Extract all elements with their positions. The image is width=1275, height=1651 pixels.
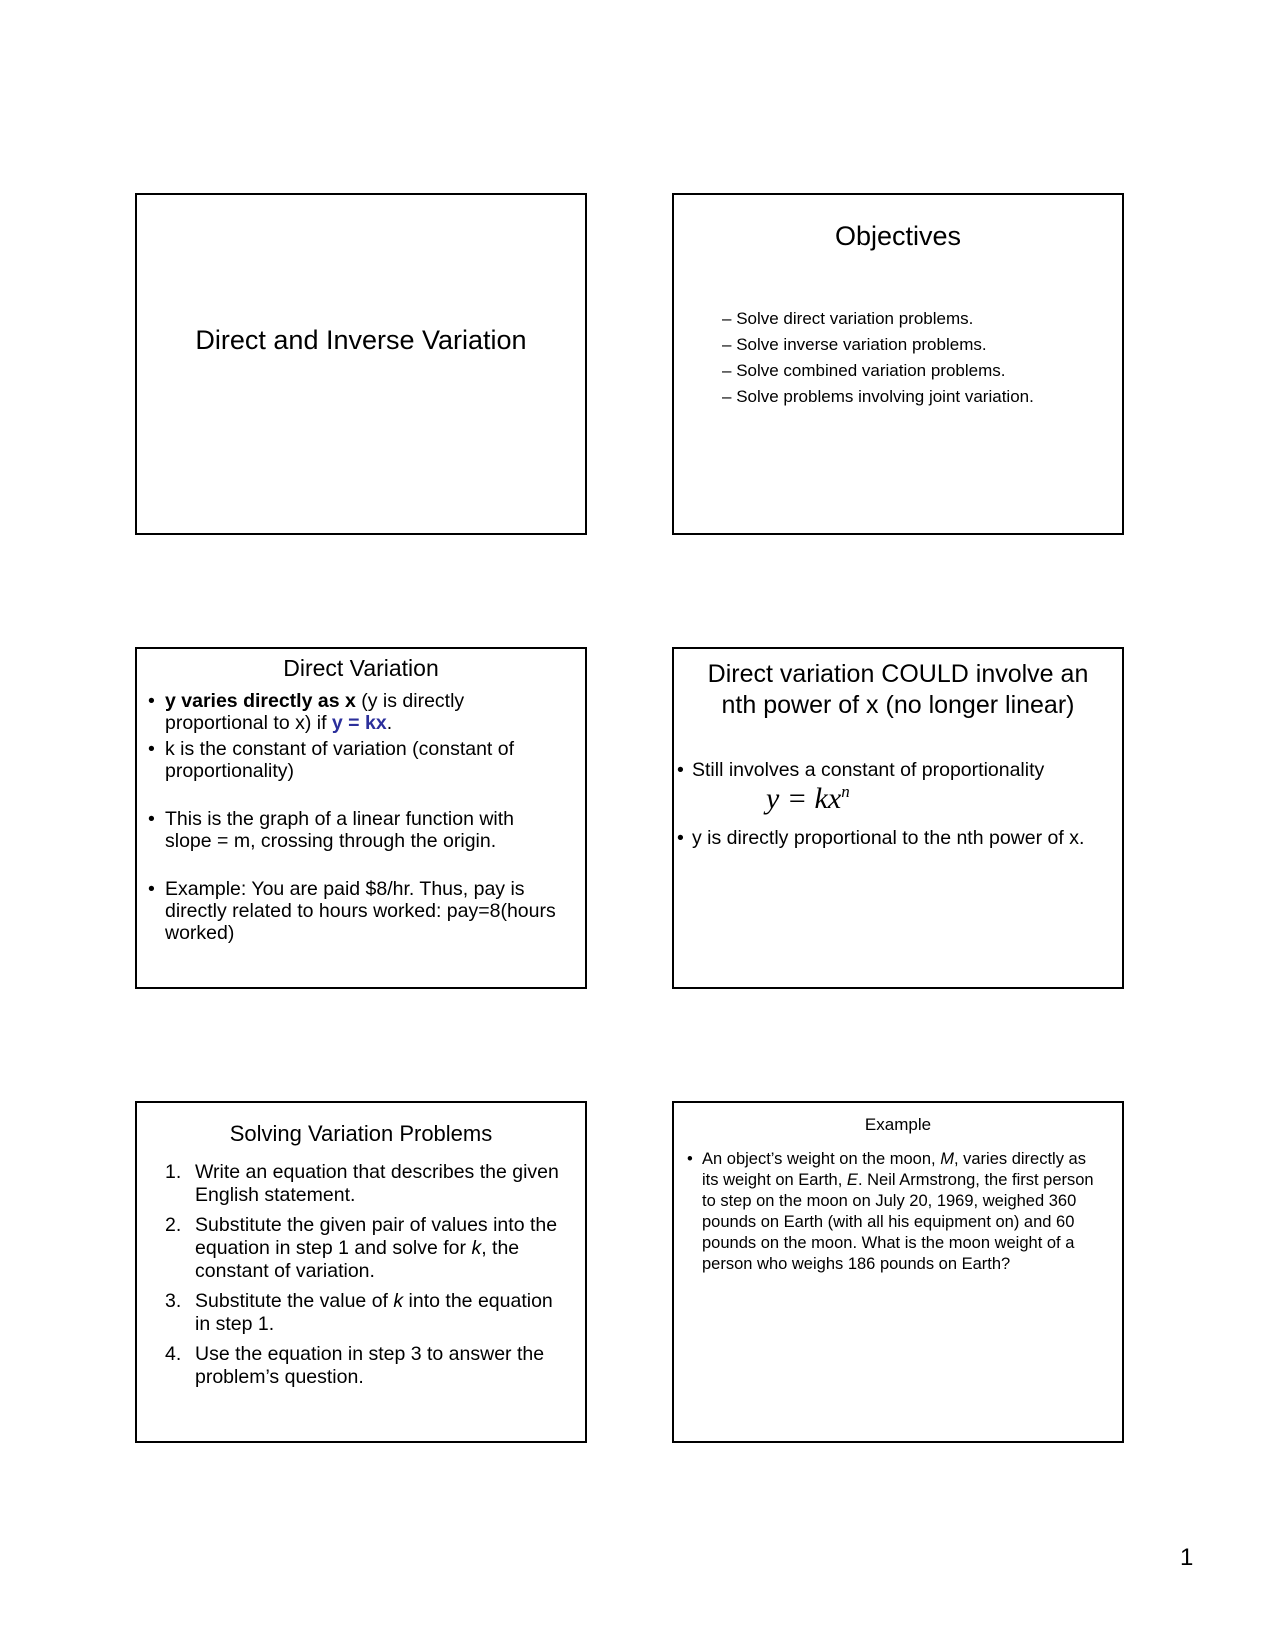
list-item bbox=[165, 1161, 565, 1207]
slide-4-title: Direct variation COULD involve an nth power of x (no longer linear) bbox=[707, 660, 1089, 719]
variable-k: k bbox=[471, 1237, 482, 1259]
list-item bbox=[702, 1149, 1100, 1275]
list-item: – Solve direct variation problems. bbox=[722, 306, 1122, 332]
step-text: Substitute the value of bbox=[195, 1290, 394, 1312]
step-text: into the equation in step 1. bbox=[195, 1290, 553, 1335]
formula-base: y = kx bbox=[766, 782, 842, 815]
step-text: Substitute the given pair of values into the equation in step 1 and solve for bbox=[195, 1214, 558, 1259]
step-number: 2. bbox=[165, 1214, 182, 1236]
nth-power-bullets-2 bbox=[692, 827, 1122, 849]
step-text: Use the equation in step 3 to answer the problem’s question. bbox=[195, 1343, 545, 1388]
text-span: (y is directly proportional to x) if bbox=[165, 690, 465, 734]
step-text: Write an equation that describes the given English statement. bbox=[195, 1161, 559, 1206]
list-item: – Solve problems involving joint variation. bbox=[722, 384, 1122, 410]
text-span: An object’s weight on the moon, bbox=[702, 1150, 941, 1168]
slide-6-title: Example bbox=[864, 1115, 932, 1134]
list-item: • k is the constant of variation (constant of proportionality) bbox=[165, 738, 565, 782]
bold-phrase: y varies directly as x bbox=[165, 690, 356, 712]
page-number: 1 bbox=[1180, 1544, 1194, 1571]
formula bbox=[766, 777, 1122, 827]
step-number: 4. bbox=[165, 1343, 182, 1365]
step-text: , the constant of variation. bbox=[195, 1237, 520, 1282]
example-bullets bbox=[702, 1149, 1122, 1275]
direct-variation-bullets bbox=[165, 690, 585, 944]
list-item: • y is directly proportional to the nth power of x. bbox=[692, 827, 1122, 849]
list-item: – Solve combined variation problems. bbox=[722, 358, 1122, 384]
slide-2-title: Objectives bbox=[834, 221, 962, 251]
list-item bbox=[165, 690, 565, 734]
variable-e: E bbox=[846, 1171, 858, 1189]
slide-objectives bbox=[672, 193, 1124, 535]
text-span: , varies directly as its weight on Earth, bbox=[702, 1150, 1086, 1189]
list-item bbox=[165, 1214, 565, 1283]
step-number: 1. bbox=[165, 1161, 182, 1183]
variable-m: M bbox=[940, 1150, 954, 1168]
slide-1-title: Direct and Inverse Variation bbox=[195, 325, 527, 355]
list-item: • Example: You are paid $8/hr. Thus, pay is directly related to hours worked: pay=8(hours worked) bbox=[165, 878, 565, 944]
slide-title bbox=[135, 193, 587, 535]
steps-list bbox=[165, 1161, 585, 1389]
slide-example bbox=[672, 1101, 1124, 1443]
text-span: . Neil Armstrong, the first person to step on the moon on July 20, 1969, weighed 360 pounds on Earth (with all his equipment on) and 60 pounds on the moon. What is the moon weight of a person who weighs 186 pounds on Earth? bbox=[702, 1171, 1094, 1273]
slide-nth-power bbox=[672, 647, 1124, 989]
variable-k: k bbox=[393, 1290, 404, 1312]
list-item: • This is the graph of a linear function with slope = m, crossing through the origin. bbox=[165, 808, 565, 852]
formula-exponent: n bbox=[841, 782, 850, 801]
step-number: 3. bbox=[165, 1290, 182, 1312]
text-span: . bbox=[386, 712, 393, 734]
list-item: • Still involves a constant of proportionality bbox=[692, 759, 1122, 781]
list-item bbox=[165, 1343, 565, 1389]
slide-5-title: Solving Variation Problems bbox=[229, 1121, 493, 1146]
equation-highlight: y = kx bbox=[331, 712, 387, 734]
slide-direct-variation bbox=[135, 647, 587, 989]
nth-power-bullets bbox=[692, 759, 1122, 781]
slide-3-title: Direct Variation bbox=[283, 655, 439, 681]
slide-solving-steps bbox=[135, 1101, 587, 1443]
objectives-list bbox=[722, 306, 1122, 410]
list-item bbox=[165, 1290, 565, 1336]
list-item: – Solve inverse variation problems. bbox=[722, 332, 1122, 358]
